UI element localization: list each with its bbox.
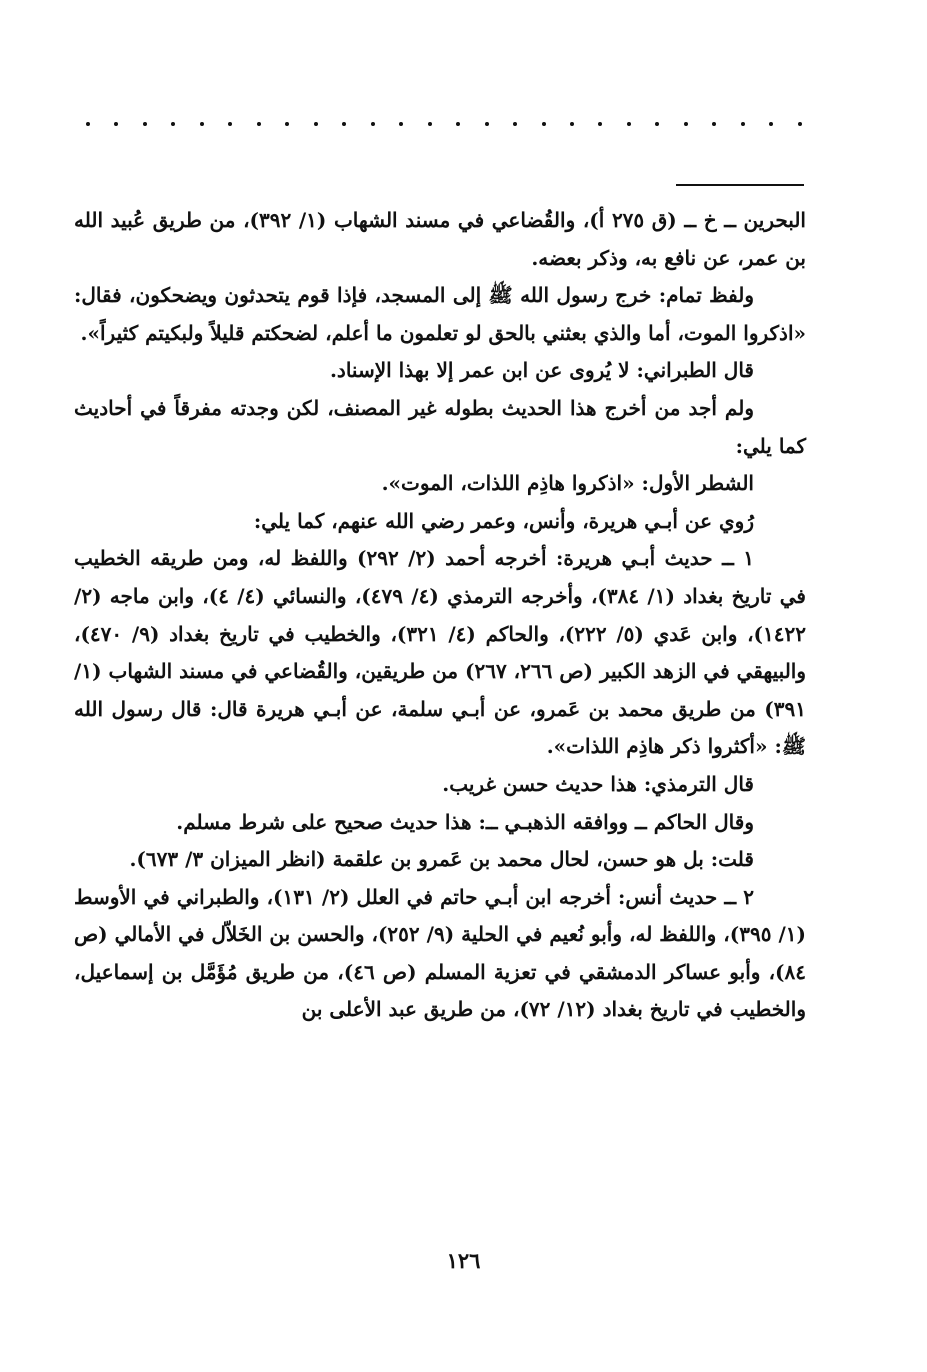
paragraph: ١ ــ حديث أبـي هريرة: أخرجه أحمد (٢/ ٢٩٢) واللفظ له، ومن طريقه الخطيب في تاريخ بغداد (١/ ٣٨٤)، وأخرجه الترمذي (٤/ ٤٧٩)، والنسائي (٤/ ٤)، وابن ماجه (٢/ ١٤٢٢)، وابن عَدي (٥/ ٢٢٢)، والحاكم (٤/ ٣٢١)، والخطيب في تاريخ بغداد (٩/ ٤٧٠)، والبيهقي في الزهد الكبير (ص ٢٦٦، ٢٦٧) من طريقين، والقُضاعي في مسند الشهاب (١/ ٣٩١) من طريق محمد بن عَمرو، عن أبـي سلمة، عن أبـي هريرة قال: قال رسول الله ﷺ: «أكثروا ذكر هاذِم اللذات». (74, 546, 807, 759)
paragraph: قلت: بل هو حسن، لحال محمد بن عَمرو بن علقمة (انظر الميزان ٣/ ٦٧٣). (129, 847, 754, 872)
paragraph: الشطر الأول: «اذكروا هاذِم اللذات، الموت». (381, 471, 754, 496)
separator-dot (712, 122, 716, 126)
page-number: ١٢٦ (446, 1248, 481, 1273)
separator-dot (627, 122, 631, 126)
separator-dot (598, 122, 602, 126)
separator-dot (485, 122, 489, 126)
footnote-body (74, 202, 806, 1029)
paragraph: ولم أجد من أخرج هذا الحديث بطوله غير المصنف، لكن وجدته مفرقاً في أحاديث كما يلي: (74, 395, 806, 458)
paragraph: البحرين ــ خ ــ (ق ٢٧٥ أ)، والقُضاعي في مسند الشهاب (١/ ٣٩٢)، من طريق عُبيد الله بن عمر، عن نافع به، وذكر بعضه. (74, 208, 806, 270)
paragraph: رُوي عن أبـي هريرة، وأنس، وعمر رضي الله عنهم، كما يلي: (253, 508, 754, 533)
separator-dot (399, 122, 403, 126)
separator-dot (257, 122, 261, 126)
separator-dot (513, 122, 517, 126)
footnote-rule (676, 184, 804, 186)
separator-dot (798, 122, 802, 126)
separator-dot (342, 122, 346, 126)
separator-dot (570, 122, 574, 126)
paragraph: وقال الحاكم ــ ووافقه الذهبـي ــ: هذا حديث صحيح على شرط مسلم. (176, 809, 754, 834)
separator-dot (314, 122, 318, 126)
paragraph: قال الطبراني: لا يُروى عن ابن عمر إلا بهذا الإسناد. (329, 358, 754, 383)
dotted-separator (86, 114, 802, 134)
separator-dot (371, 122, 375, 126)
paragraph: ٢ ــ حديث أنس: أخرجه ابن أبـي حاتم في العلل (٢/ ١٣١)، والطبراني في الأوسط (١/ ٣٩٥)، واللفظ له، وأبو نُعيم في الحلية (٩/ ٢٥٢)، والحسن بن الخَلاّل في الأمالي (ص ٨٤)، وأبو عساكر الدمشقي في تعزية المسلم (ص ٤٦)، من طريق مُؤَمَّل بن إسماعيل، والخطيب في تاريخ بغداد (١٢/ ٧٢)، من طريق عبد الأعلى بن (74, 884, 806, 1022)
separator-dot (143, 122, 147, 126)
paragraph: قال الترمذي: هذا حديث حسن غريب. (442, 771, 754, 796)
separator-dot (456, 122, 460, 126)
paragraph: ولفظ تمام: خرج رسول الله ﷺ إلى المسجد، فإذا قوم يتحدثون ويضحكون، فقال: «اذكروا الموت، أما والذي بعثني بالحق لو تعلمون ما أعلم، لضحكتم قليلاً ولبكيتم كثيراً». (74, 283, 806, 345)
separator-dot (769, 122, 773, 126)
separator-dot (114, 122, 118, 126)
separator-dot (684, 122, 688, 126)
separator-dot (428, 122, 432, 126)
separator-dot (285, 122, 289, 126)
separator-dot (86, 122, 90, 126)
separator-dot (542, 122, 546, 126)
separator-dot (655, 122, 659, 126)
separator-dot (228, 122, 232, 126)
separator-dot (200, 122, 204, 126)
separator-dot (741, 122, 745, 126)
separator-dot (171, 122, 175, 126)
